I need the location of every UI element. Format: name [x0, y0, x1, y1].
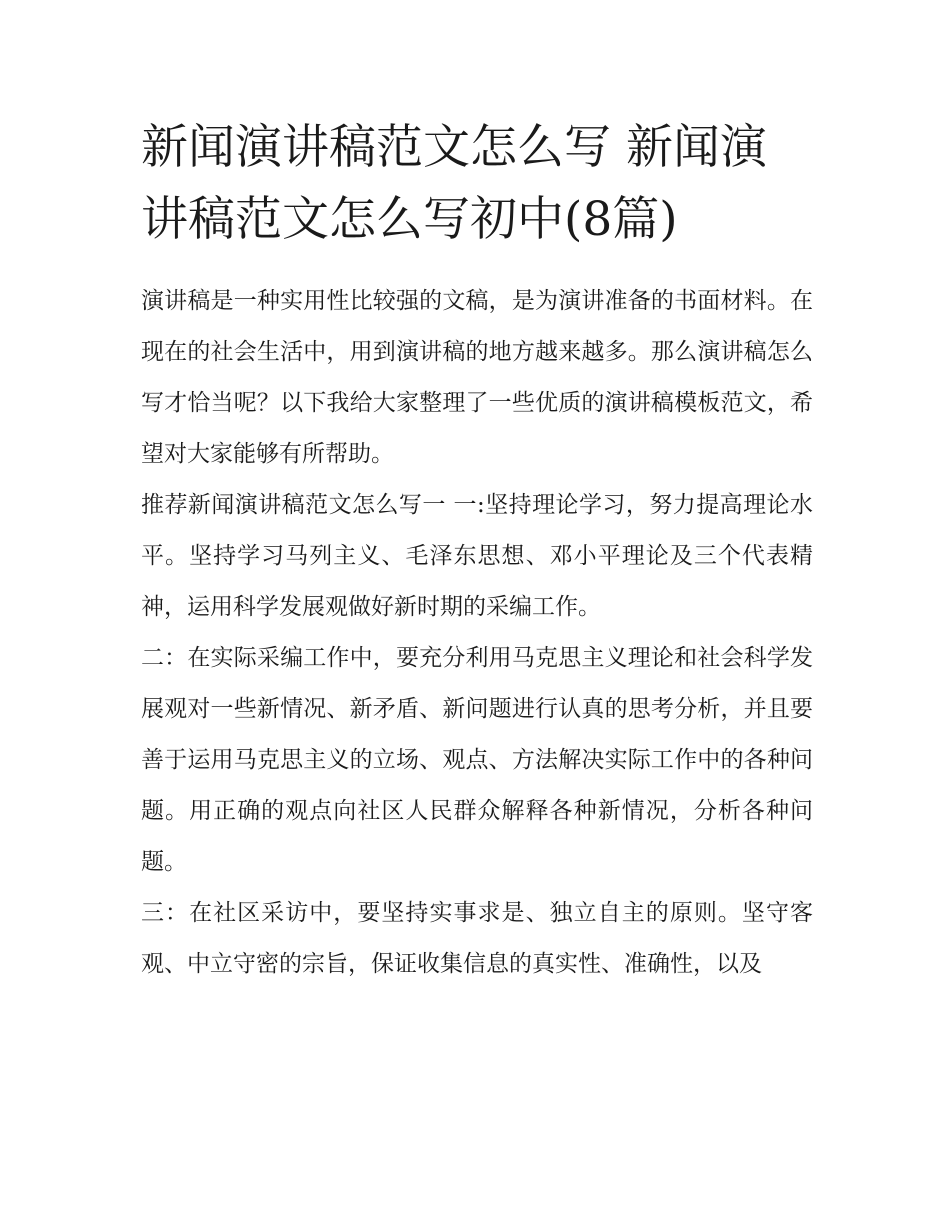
paragraph-point-three: 三：在社区采访中，要坚持实事求是、独立自主的原则。坚守客观、中立守密的宗旨，保证收集信息的真实性、准确性，以及	[141, 900, 813, 977]
paragraph-point-two: 二：在实际采编工作中，要充分利用马克思主义理论和社会科学发展观对一些新情况、新矛盾、新问题进行认真的思考分析，并且要善于运用马克思主义的立场、观点、方法解决实际工作中的各种问题。用正确的观点向社区人民群众解释各种新情况，分析各种问题。	[141, 645, 813, 875]
paragraph-point-one: 推荐新闻演讲稿范文怎么写一 一:坚持理论学习，努力提高理论水平。坚持学习马列主义、毛泽东思想、邓小平理论及三个代表精神，运用科学发展观做好新时期的采编工作。	[141, 492, 813, 620]
document-content	[141, 112, 813, 990]
document-title: 新闻演讲稿范文怎么写 新闻演讲稿范文怎么写初中(8篇)	[141, 120, 767, 247]
paragraph-intro: 演讲稿是一种实用性比较强的文稿，是为演讲准备的书面材料。在现在的社会生活中，用到演讲稿的地方越来越多。那么演讲稿怎么写才恰当呢？以下我给大家整理了一些优质的演讲稿模板范文，希望对大家能够有所帮助。	[141, 288, 813, 467]
